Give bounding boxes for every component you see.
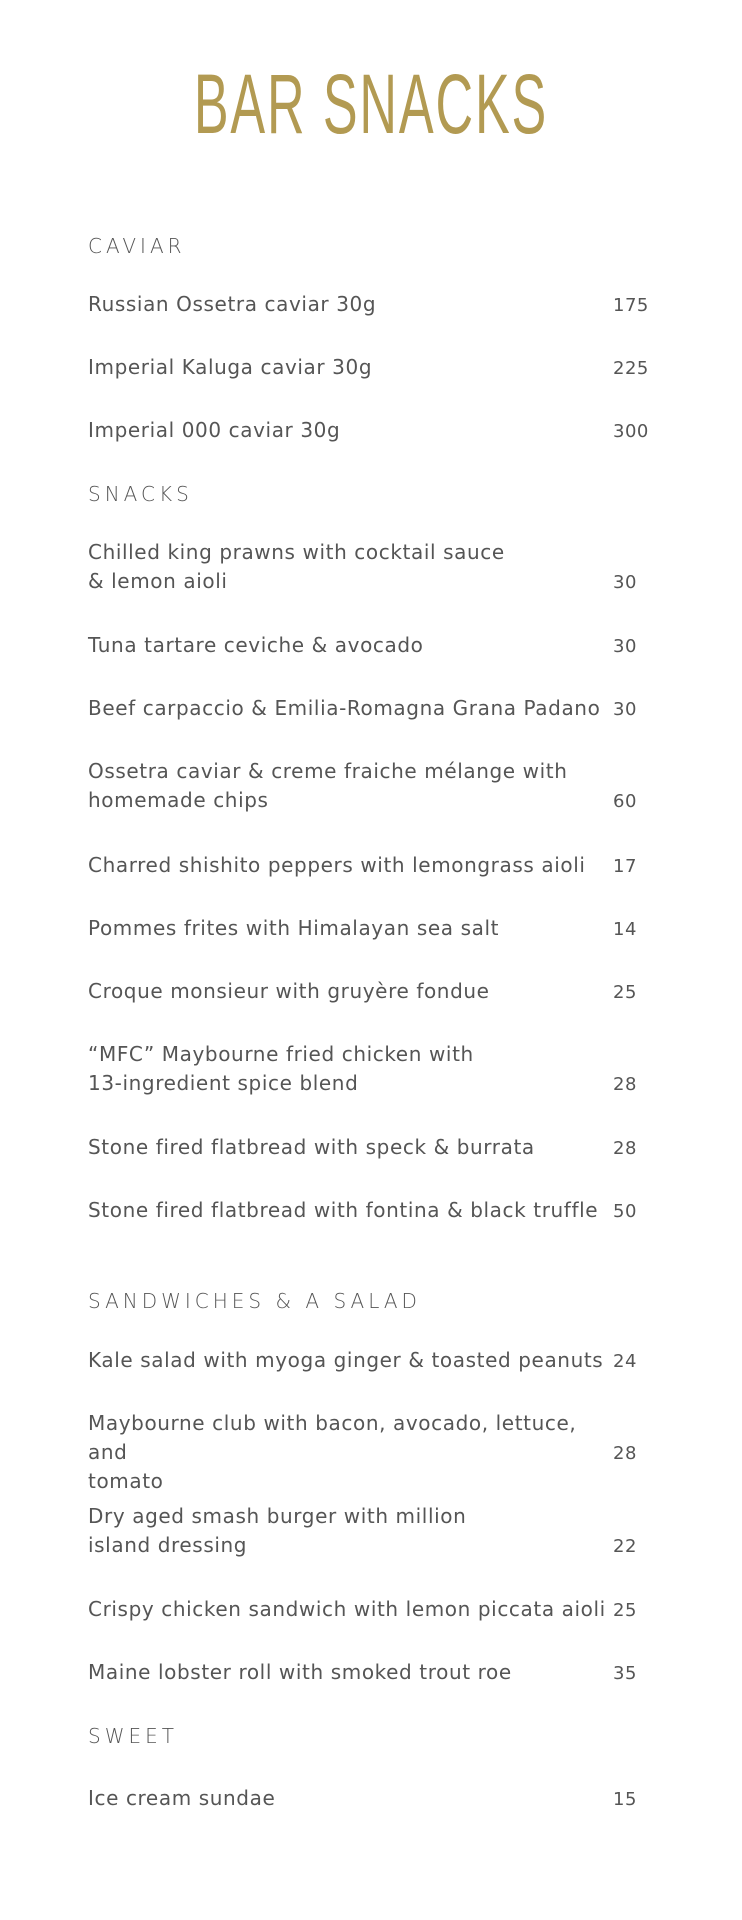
menu-item-name: Dry aged smash burger with million island dressing (88, 1504, 467, 1557)
menu-item-name: Russian Ossetra caviar 30g (88, 292, 377, 316)
menu-item-price: 17 (613, 856, 637, 877)
menu-item-price: 50 (613, 1201, 637, 1222)
menu-item-name: Stone fired flatbread with speck & burrata (88, 1135, 535, 1159)
menu-item-price: 15 (613, 1789, 637, 1810)
menu-item-name: Crispy chicken sandwich with lemon piccata aioli (88, 1597, 606, 1621)
menu-item-name: Chilled king prawns with cocktail sauce & lemon aioli (88, 540, 505, 593)
menu-item-price: 300 (613, 421, 649, 442)
menu-item-name: Kale salad with myoga ginger & toasted peanuts (88, 1348, 604, 1372)
menu-item-price: 24 (613, 1351, 637, 1372)
menu-item-price: 14 (613, 919, 637, 940)
menu-item-name: Pommes frites with Himalayan sea salt (88, 916, 500, 940)
menu-item-price: 225 (613, 358, 649, 379)
section-heading-sweet: SWEET (88, 1724, 178, 1748)
menu-item-price: 25 (613, 1600, 637, 1621)
menu-item-name: Maine lobster roll with smoked trout roe (88, 1660, 512, 1684)
menu-item-name: Ossetra caviar & creme fraiche mélange with homemade chips (88, 759, 568, 812)
menu-item-name: Croque monsieur with gruyère fondue (88, 979, 490, 1003)
menu-item-name: Imperial Kaluga caviar 30g (88, 355, 373, 379)
menu-item-price: 28 (613, 1138, 637, 1159)
menu-item-price: 30 (613, 636, 637, 657)
menu-item-name: Beef carpaccio & Emilia-Romagna Grana Padano (88, 696, 601, 720)
menu-item-price: 25 (613, 982, 637, 1003)
menu-item-name: Tuna tartare ceviche & avocado (88, 633, 424, 657)
menu-item-name: Charred shishito peppers with lemongrass aioli (88, 853, 586, 877)
section-heading-snacks: SNACKS (88, 482, 193, 506)
section-heading-caviar: CAVIAR (88, 234, 186, 258)
menu-item-price: 175 (613, 295, 649, 316)
menu-item-name: Maybourne club with bacon, avocado, lettuce, and tomato (88, 1411, 577, 1493)
menu-item-price: 30 (613, 699, 637, 720)
menu-title: BAR SNACKS (193, 57, 549, 151)
menu-item-price: 28 (613, 1074, 637, 1095)
menu-item-price: 30 (613, 572, 637, 593)
section-heading-sandwiches: SANDWICHES & A SALAD (88, 1289, 421, 1313)
menu-item-name: Ice cream sundae (88, 1786, 276, 1810)
menu-item-price: 60 (613, 791, 637, 812)
menu-item-name: Stone fired flatbread with fontina & black truffle (88, 1198, 599, 1222)
menu-item-name: Imperial 000 caviar 30g (88, 418, 341, 442)
menu-item-price: 28 (613, 1443, 637, 1464)
menu-item-price: 35 (613, 1663, 637, 1684)
menu-item-price: 22 (613, 1536, 637, 1557)
menu-item-name: “MFC” Maybourne fried chicken with 13-ingredient spice blend (88, 1042, 474, 1095)
